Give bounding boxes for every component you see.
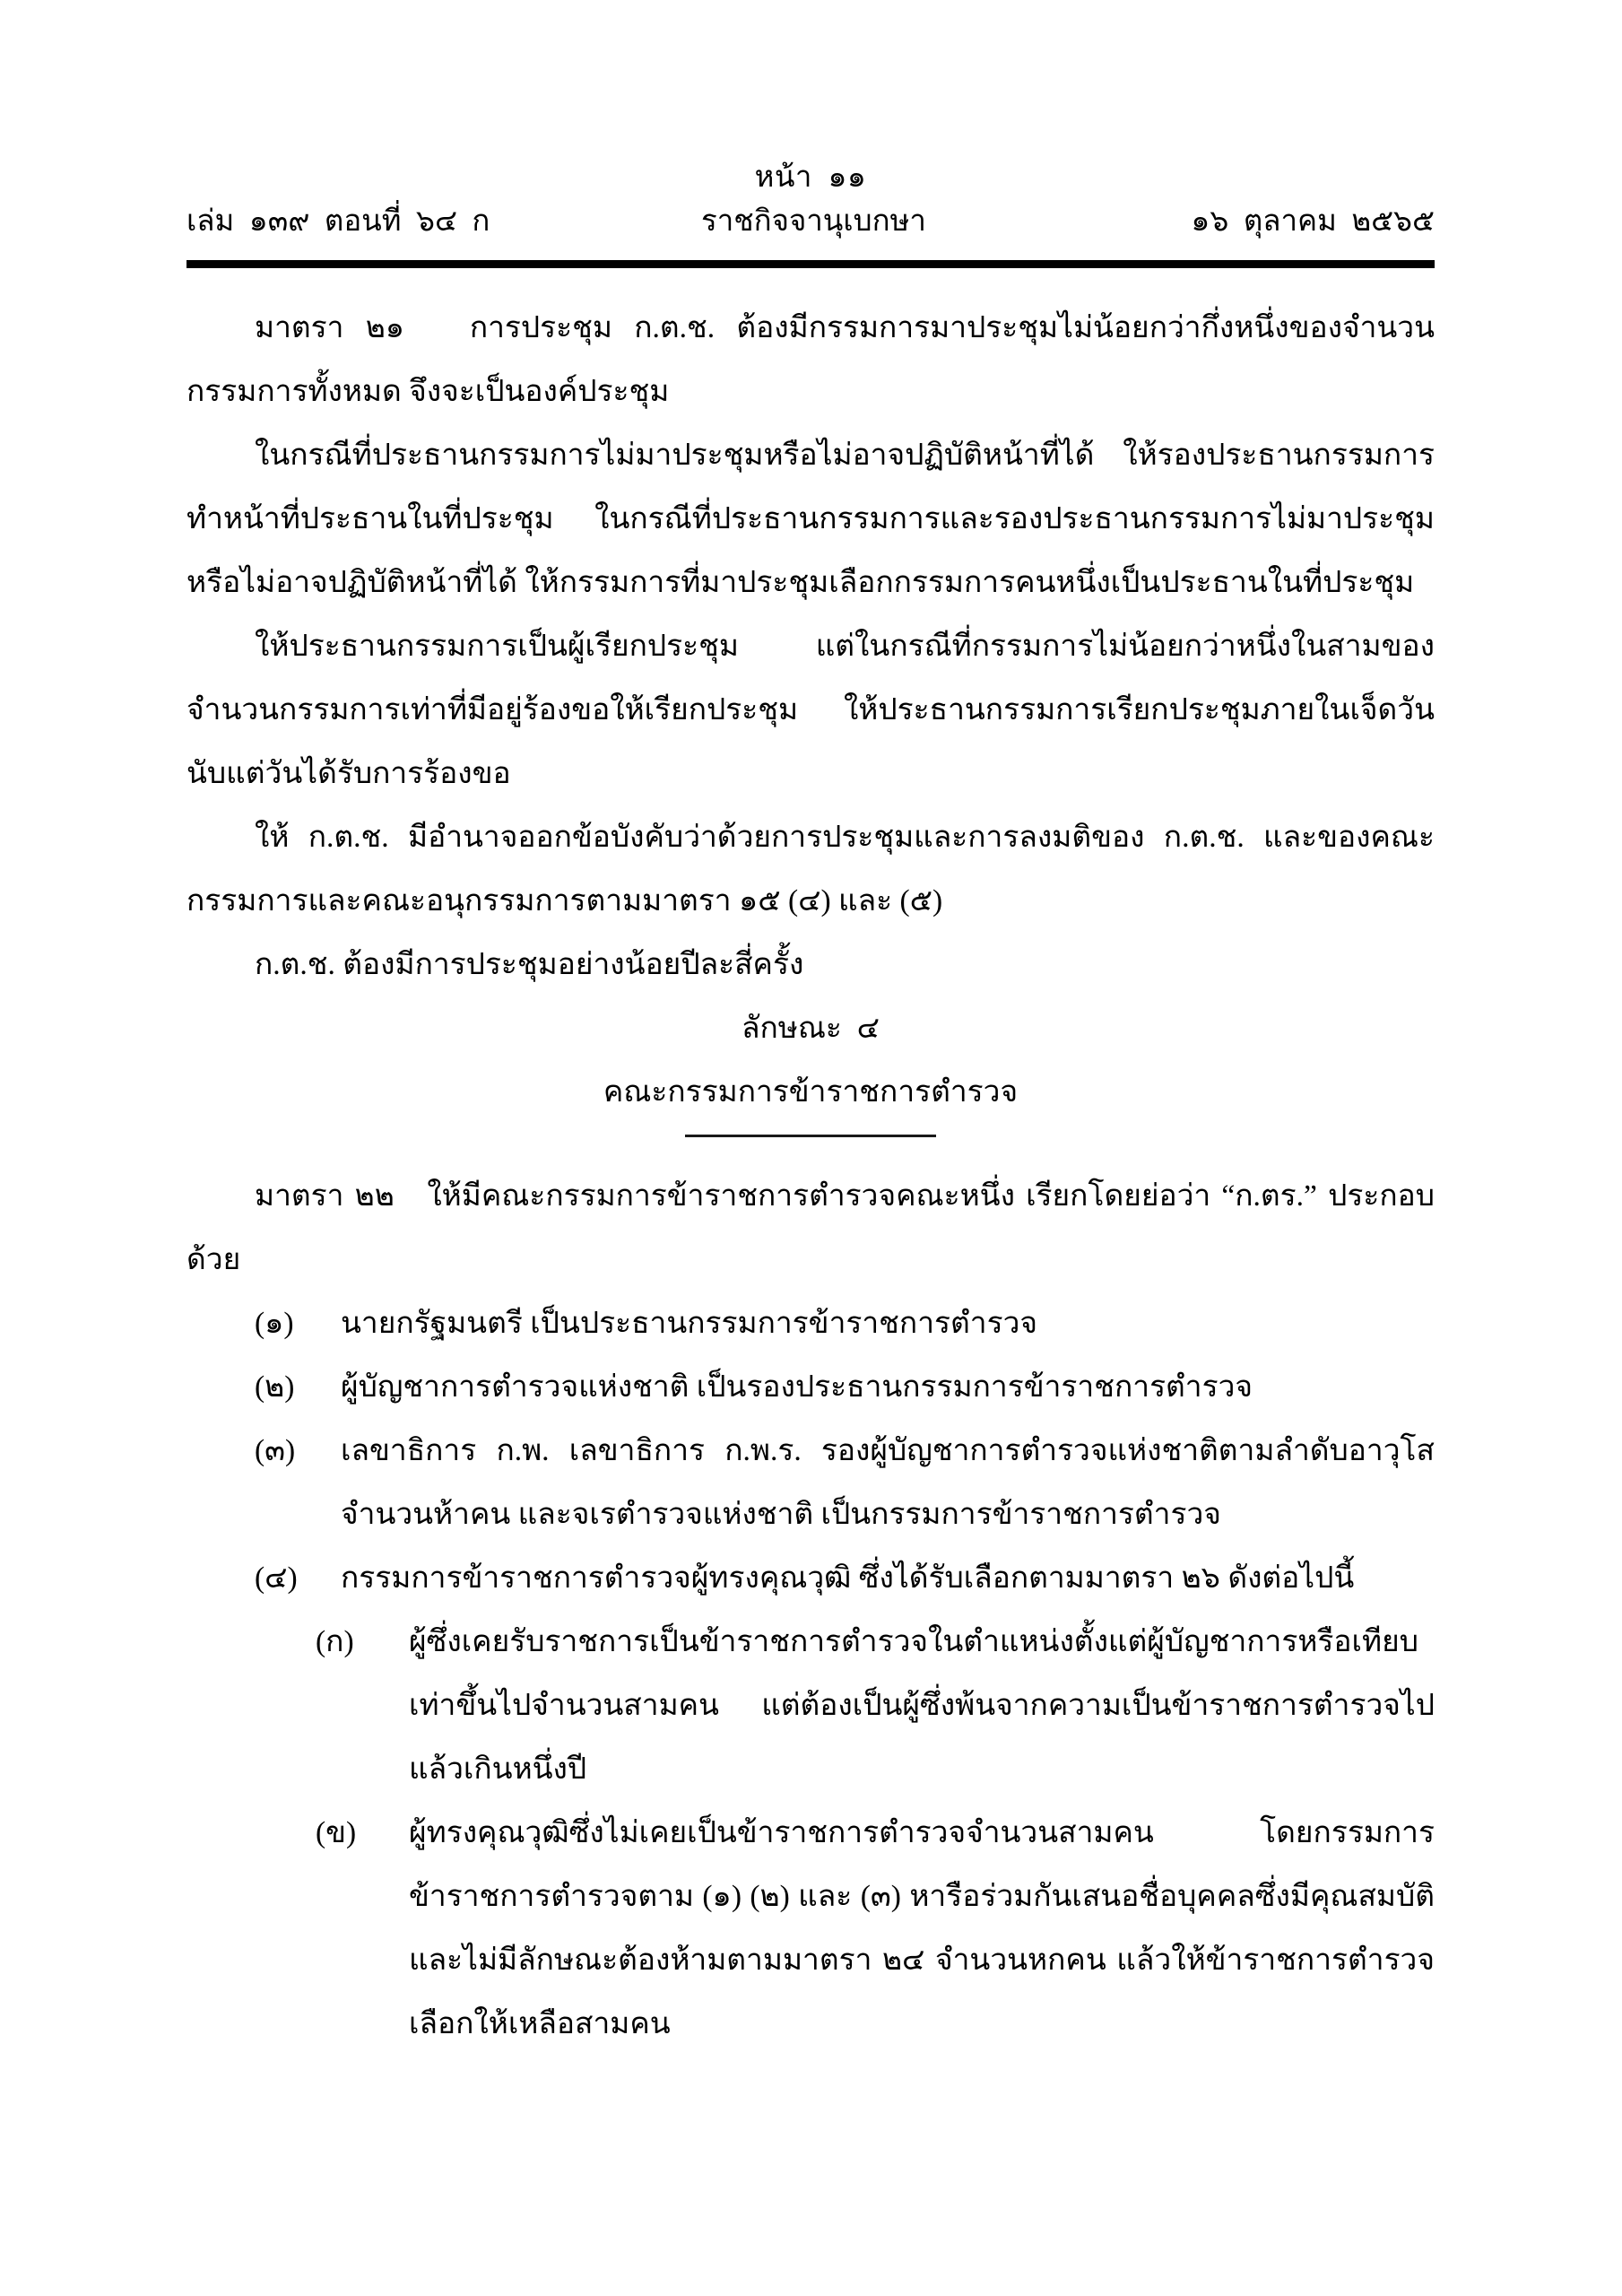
list-item-label: ผู้บัญชาการตำรวจแห่งชาติ เป็นรองประธานกรรมการข้าราชการตำรวจ [341, 1370, 1253, 1404]
volume-issue-label: เล่ม ๑๓๙ ตอนที่ ๖๔ ก [186, 205, 490, 239]
section-22-paragraph-intro [186, 1164, 1435, 1292]
section-22-intro-text: ให้มีคณะกรรมการข้าราชการตำรวจคณะหนึ่ง เรียกโดยย่อว่า “ก.ตร.” ประกอบด้วย [186, 1179, 1435, 1276]
section-22-lead-label: มาตรา ๒๒ [255, 1179, 395, 1213]
section-21-text-4: ให้ ก.ต.ช. มีอำนาจออกข้อบังคับว่าด้วยการประชุมและการลงมติของ ก.ต.ช. และของคณะกรรมการและคณะอนุกรรมการตามมาตรา ๑๕ (๔) และ (๕) [186, 821, 1435, 918]
section-21-paragraph-4 [186, 805, 1435, 933]
section-21-text-3: ให้ประธานกรรมการเป็นผู้เรียกประชุม แต่ในกรณีที่กรรมการไม่น้อยกว่าหนึ่งในสามของจำนวนกรรมการเท่าที่มีอยู่ร้องขอให้เรียกประชุม ให้ประธานกรรมการเรียกประชุมภายในเจ็ดวันนับแต่วันได้รับการร้องขอ [186, 630, 1435, 790]
list-item [186, 1292, 1435, 1355]
list-item-label: เลขาธิการ ก.พ. เลขาธิการ ก.พ.ร. รองผู้บัญชาการตำรวจแห่งชาติตามลำดับอาวุโสจำนวนห้าคน และจเรตำรวจแห่งชาติ เป็นกรรมการข้าราชการตำรวจ [341, 1434, 1435, 1531]
list-item-marker: (๔) [255, 1561, 298, 1595]
page-number-label: หน้า ๑๑ [754, 161, 867, 194]
header-divider-rule [186, 260, 1435, 268]
list-item [186, 1801, 1435, 2056]
list-item-marker: (๒) [255, 1370, 295, 1404]
list-item [186, 1610, 1435, 1801]
sublist-item-marker: (ข) [316, 1816, 357, 1849]
chapter-spacer [186, 1137, 1435, 1164]
document-body [186, 296, 1435, 2056]
list-item [186, 1546, 1435, 1610]
section-21-text-5: ก.ต.ช. ต้องมีการประชุมอย่างน้อยปีละสี่ครั้ง [255, 948, 804, 981]
section-21-paragraph-5 [186, 933, 1435, 996]
section-21-lead-label: มาตรา ๒๑ [255, 311, 405, 344]
section-22-gap [395, 1179, 428, 1213]
list-item-marker: (๑) [255, 1307, 294, 1340]
page-header [186, 160, 1435, 241]
publication-date-label: ๑๖ ตุลาคม ๒๕๖๕ [1191, 205, 1435, 239]
list-item [186, 1419, 1435, 1546]
list-item [186, 1355, 1435, 1419]
section-21-gap [404, 311, 470, 344]
gazette-name-label: ราชกิจจานุเบกษา [700, 205, 926, 239]
sublist-item-marker: (ก) [316, 1625, 354, 1658]
section-21-paragraph-3 [186, 614, 1435, 805]
sublist-item-label: ผู้ทรงคุณวุฒิซึ่งไม่เคยเป็นข้าราชการตำรวจจำนวนสามคน โดยกรรมการข้าราชการตำรวจตาม (๑) (๒) และ (๓) หารือร่วมกันเสนอชื่อบุคคลซึ่งมีคุณสมบัติและไม่มีลักษณะต้องห้ามตามมาตรา ๒๔ จำนวนหกคน แล้วให้ข้าราชการตำรวจเลือกให้เหลือสามคน [409, 1816, 1435, 2040]
chapter-title-label: คณะกรรมการข้าราชการตำรวจ [603, 1075, 1019, 1109]
list-item-label: นายกรัฐมนตรี เป็นประธานกรรมการข้าราชการตำรวจ [341, 1307, 1038, 1340]
section-21-paragraph-1 [186, 296, 1435, 423]
list-item-label: กรรมการข้าราชการตำรวจผู้ทรงคุณวุฒิ ซึ่งได้รับเลือกตามมาตรา ๒๖ ดังต่อไปนี้ [341, 1561, 1355, 1595]
chapter-number-label: ลักษณะ ๔ [741, 1012, 880, 1045]
sublist-item-label: ผู้ซึ่งเคยรับราชการเป็นข้าราชการตำรวจในตำแหน่งตั้งแต่ผู้บัญชาการหรือเทียบเท่าขึ้นไปจำนวนสามคน แต่ต้องเป็นผู้ซึ่งพ้นจากความเป็นข้าราชการตำรวจไปแล้วเกินหนึ่งปี [409, 1625, 1435, 1786]
section-21-paragraph-2 [186, 423, 1435, 614]
section-21-text-1: การประชุม ก.ต.ช. ต้องมีกรรมการมาประชุมไม่น้อยกว่ากึ่งหนึ่งของจำนวนกรรมการทั้งหมด จึงจะเป็นองค์ประชุม [186, 311, 1436, 408]
section-21-text-2: ในกรณีที่ประธานกรรมการไม่มาประชุมหรือไม่อาจปฏิบัติหน้าที่ได้ ให้รองประธานกรรมการทำหน้าที่ประธานในที่ประชุม ในกรณีที่ประธานกรรมการและรองประธานกรรมการไม่มาประชุมหรือไม่อาจปฏิบัติหน้าที่ได้ ให้กรรมการที่มาประชุมเลือกกรรมการคนหนึ่งเป็นประธานในที่ประชุม [186, 439, 1435, 599]
list-item-marker: (๓) [255, 1434, 296, 1467]
masthead-row [186, 204, 1435, 240]
chapter-heading-block [186, 996, 1435, 1137]
